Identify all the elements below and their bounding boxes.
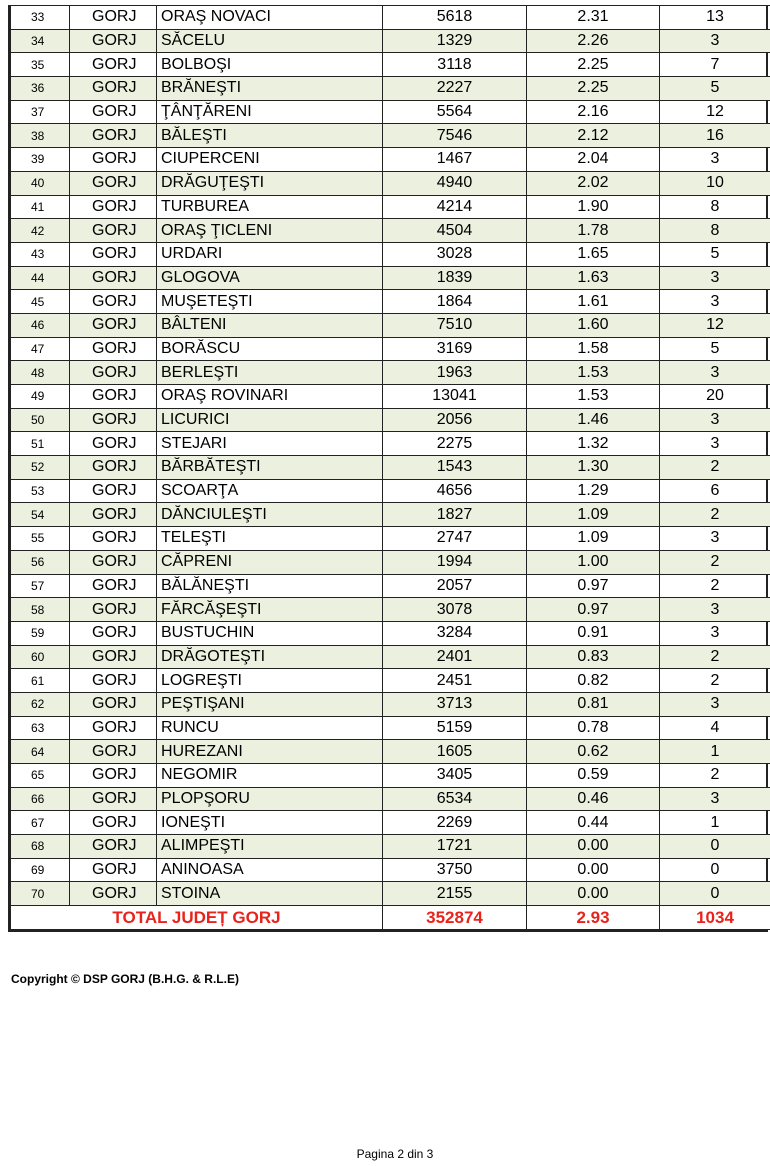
row-rate: 0.44 bbox=[527, 811, 660, 835]
row-rate: 2.04 bbox=[527, 148, 660, 172]
row-county: GORJ bbox=[70, 882, 157, 906]
row-population: 2451 bbox=[383, 669, 527, 693]
row-index: 64 bbox=[11, 740, 70, 764]
row-county: GORJ bbox=[70, 598, 157, 622]
row-index: 60 bbox=[11, 645, 70, 669]
row-population: 2057 bbox=[383, 574, 527, 598]
row-county: GORJ bbox=[70, 53, 157, 77]
row-locality: ORAŞ ŢICLENI bbox=[157, 219, 383, 243]
row-population: 7510 bbox=[383, 313, 527, 337]
row-population: 5159 bbox=[383, 716, 527, 740]
row-population: 2747 bbox=[383, 527, 527, 551]
row-population: 3028 bbox=[383, 242, 527, 266]
table-row bbox=[11, 195, 770, 219]
row-rate: 1.00 bbox=[527, 550, 660, 574]
row-index: 33 bbox=[11, 6, 70, 30]
row-rate: 0.91 bbox=[527, 621, 660, 645]
row-index: 37 bbox=[11, 100, 70, 124]
table-row bbox=[11, 77, 770, 101]
row-county: GORJ bbox=[70, 479, 157, 503]
row-locality: ORAŞ NOVACI bbox=[157, 6, 383, 30]
row-locality: IONEŞTI bbox=[157, 811, 383, 835]
table-row bbox=[11, 858, 770, 882]
row-locality: SĂCELU bbox=[157, 29, 383, 53]
row-cases: 3 bbox=[660, 29, 770, 53]
row-locality: STEJARI bbox=[157, 432, 383, 456]
row-locality: STOINA bbox=[157, 882, 383, 906]
row-population: 1994 bbox=[383, 550, 527, 574]
row-index: 59 bbox=[11, 621, 70, 645]
row-population: 1864 bbox=[383, 290, 527, 314]
data-table-container bbox=[8, 5, 768, 932]
table-row bbox=[11, 171, 770, 195]
row-population: 7546 bbox=[383, 124, 527, 148]
row-locality: NEGOMIR bbox=[157, 764, 383, 788]
row-county: GORJ bbox=[70, 124, 157, 148]
row-county: GORJ bbox=[70, 361, 157, 385]
row-population: 3713 bbox=[383, 692, 527, 716]
row-index: 38 bbox=[11, 124, 70, 148]
row-population: 2269 bbox=[383, 811, 527, 835]
table-row bbox=[11, 6, 770, 30]
row-rate: 0.78 bbox=[527, 716, 660, 740]
row-cases: 3 bbox=[660, 621, 770, 645]
row-index: 43 bbox=[11, 242, 70, 266]
row-locality: MUŞETEŞTI bbox=[157, 290, 383, 314]
row-county: GORJ bbox=[70, 527, 157, 551]
table-row bbox=[11, 527, 770, 551]
row-index: 57 bbox=[11, 574, 70, 598]
row-locality: ALIMPEŞTI bbox=[157, 835, 383, 859]
row-cases: 0 bbox=[660, 835, 770, 859]
row-population: 1605 bbox=[383, 740, 527, 764]
row-rate: 1.63 bbox=[527, 266, 660, 290]
row-rate: 2.31 bbox=[527, 6, 660, 30]
table-row bbox=[11, 290, 770, 314]
table-row bbox=[11, 716, 770, 740]
table-row bbox=[11, 219, 770, 243]
row-rate: 1.58 bbox=[527, 337, 660, 361]
row-index: 48 bbox=[11, 361, 70, 385]
row-index: 52 bbox=[11, 456, 70, 480]
row-index: 47 bbox=[11, 337, 70, 361]
row-population: 1329 bbox=[383, 29, 527, 53]
row-locality: LOGREŞTI bbox=[157, 669, 383, 693]
row-rate: 1.65 bbox=[527, 242, 660, 266]
row-county: GORJ bbox=[70, 432, 157, 456]
table-row bbox=[11, 740, 770, 764]
row-population: 4940 bbox=[383, 171, 527, 195]
row-index: 53 bbox=[11, 479, 70, 503]
row-index: 41 bbox=[11, 195, 70, 219]
row-locality: BĂLĂNEŞTI bbox=[157, 574, 383, 598]
row-population: 2275 bbox=[383, 432, 527, 456]
table-row bbox=[11, 882, 770, 906]
row-locality: ŢÂNŢĂRENI bbox=[157, 100, 383, 124]
row-county: GORJ bbox=[70, 740, 157, 764]
row-population: 3750 bbox=[383, 858, 527, 882]
total-rate: 2.93 bbox=[527, 906, 660, 930]
row-population: 1963 bbox=[383, 361, 527, 385]
row-cases: 2 bbox=[660, 669, 770, 693]
row-index: 50 bbox=[11, 408, 70, 432]
row-cases: 5 bbox=[660, 77, 770, 101]
table-row bbox=[11, 479, 770, 503]
total-population: 352874 bbox=[383, 906, 527, 930]
row-county: GORJ bbox=[70, 266, 157, 290]
row-cases: 1 bbox=[660, 740, 770, 764]
row-rate: 0.00 bbox=[527, 858, 660, 882]
row-locality: SCOARŢA bbox=[157, 479, 383, 503]
row-locality: PEŞTIŞANI bbox=[157, 692, 383, 716]
row-index: 45 bbox=[11, 290, 70, 314]
table-row bbox=[11, 669, 770, 693]
row-index: 46 bbox=[11, 313, 70, 337]
table-row bbox=[11, 53, 770, 77]
row-county: GORJ bbox=[70, 337, 157, 361]
table-row bbox=[11, 503, 770, 527]
row-index: 39 bbox=[11, 148, 70, 172]
row-rate: 2.25 bbox=[527, 77, 660, 101]
row-county: GORJ bbox=[70, 219, 157, 243]
row-population: 3118 bbox=[383, 53, 527, 77]
row-cases: 3 bbox=[660, 598, 770, 622]
row-rate: 1.61 bbox=[527, 290, 660, 314]
row-population: 3169 bbox=[383, 337, 527, 361]
table-row bbox=[11, 313, 770, 337]
table-row bbox=[11, 645, 770, 669]
table-row bbox=[11, 574, 770, 598]
table-row bbox=[11, 432, 770, 456]
row-county: GORJ bbox=[70, 503, 157, 527]
row-cases: 3 bbox=[660, 148, 770, 172]
row-locality: PLOPŞORU bbox=[157, 787, 383, 811]
row-cases: 5 bbox=[660, 337, 770, 361]
row-cases: 5 bbox=[660, 242, 770, 266]
row-cases: 8 bbox=[660, 195, 770, 219]
table-row bbox=[11, 124, 770, 148]
row-locality: URDARI bbox=[157, 242, 383, 266]
row-rate: 0.81 bbox=[527, 692, 660, 716]
row-cases: 2 bbox=[660, 574, 770, 598]
row-cases: 1 bbox=[660, 811, 770, 835]
row-locality: BORĂSCU bbox=[157, 337, 383, 361]
row-index: 40 bbox=[11, 171, 70, 195]
row-cases: 3 bbox=[660, 527, 770, 551]
row-index: 51 bbox=[11, 432, 70, 456]
row-locality: RUNCU bbox=[157, 716, 383, 740]
row-cases: 2 bbox=[660, 456, 770, 480]
row-cases: 16 bbox=[660, 124, 770, 148]
row-index: 44 bbox=[11, 266, 70, 290]
row-population: 1827 bbox=[383, 503, 527, 527]
row-rate: 0.62 bbox=[527, 740, 660, 764]
table-row bbox=[11, 100, 770, 124]
row-population: 5564 bbox=[383, 100, 527, 124]
row-rate: 1.30 bbox=[527, 456, 660, 480]
row-rate: 0.97 bbox=[527, 598, 660, 622]
row-population: 3405 bbox=[383, 764, 527, 788]
row-rate: 1.32 bbox=[527, 432, 660, 456]
table-row bbox=[11, 787, 770, 811]
row-locality: TURBUREA bbox=[157, 195, 383, 219]
row-cases: 3 bbox=[660, 408, 770, 432]
table-row bbox=[11, 337, 770, 361]
row-population: 2056 bbox=[383, 408, 527, 432]
row-index: 69 bbox=[11, 858, 70, 882]
row-index: 63 bbox=[11, 716, 70, 740]
row-cases: 13 bbox=[660, 6, 770, 30]
table-row bbox=[11, 764, 770, 788]
row-population: 5618 bbox=[383, 6, 527, 30]
row-locality: ANINOASA bbox=[157, 858, 383, 882]
row-county: GORJ bbox=[70, 858, 157, 882]
row-cases: 4 bbox=[660, 716, 770, 740]
row-index: 34 bbox=[11, 29, 70, 53]
row-cases: 3 bbox=[660, 692, 770, 716]
row-cases: 0 bbox=[660, 858, 770, 882]
table-row bbox=[11, 811, 770, 835]
row-cases: 12 bbox=[660, 100, 770, 124]
row-rate: 2.02 bbox=[527, 171, 660, 195]
row-county: GORJ bbox=[70, 645, 157, 669]
row-county: GORJ bbox=[70, 29, 157, 53]
row-locality: DRĂGOTEŞTI bbox=[157, 645, 383, 669]
row-locality: ORAŞ ROVINARI bbox=[157, 385, 383, 409]
table-row bbox=[11, 692, 770, 716]
table-row bbox=[11, 456, 770, 480]
row-population: 1467 bbox=[383, 148, 527, 172]
row-cases: 6 bbox=[660, 479, 770, 503]
row-locality: CIUPERCENI bbox=[157, 148, 383, 172]
row-population: 2155 bbox=[383, 882, 527, 906]
row-cases: 8 bbox=[660, 219, 770, 243]
row-county: GORJ bbox=[70, 669, 157, 693]
row-index: 35 bbox=[11, 53, 70, 77]
row-county: GORJ bbox=[70, 313, 157, 337]
row-county: GORJ bbox=[70, 811, 157, 835]
table-row bbox=[11, 598, 770, 622]
row-cases: 3 bbox=[660, 787, 770, 811]
row-population: 1543 bbox=[383, 456, 527, 480]
row-county: GORJ bbox=[70, 716, 157, 740]
row-locality: BĂLEŞTI bbox=[157, 124, 383, 148]
row-population: 3078 bbox=[383, 598, 527, 622]
data-table bbox=[10, 5, 770, 930]
total-cases: 1034 bbox=[660, 906, 770, 930]
row-county: GORJ bbox=[70, 787, 157, 811]
row-locality: BÂLTENI bbox=[157, 313, 383, 337]
row-rate: 1.90 bbox=[527, 195, 660, 219]
row-locality: FĂRCĂŞEŞTI bbox=[157, 598, 383, 622]
table-body bbox=[11, 6, 770, 930]
row-county: GORJ bbox=[70, 574, 157, 598]
row-locality: BOLBOŞI bbox=[157, 53, 383, 77]
row-rate: 0.00 bbox=[527, 835, 660, 859]
row-index: 56 bbox=[11, 550, 70, 574]
row-rate: 0.00 bbox=[527, 882, 660, 906]
row-locality: CĂPRENI bbox=[157, 550, 383, 574]
row-index: 65 bbox=[11, 764, 70, 788]
row-cases: 20 bbox=[660, 385, 770, 409]
row-population: 4214 bbox=[383, 195, 527, 219]
row-rate: 1.78 bbox=[527, 219, 660, 243]
row-locality: DRĂGUŢEŞTI bbox=[157, 171, 383, 195]
table-row bbox=[11, 550, 770, 574]
row-locality: HUREZANI bbox=[157, 740, 383, 764]
row-rate: 2.16 bbox=[527, 100, 660, 124]
row-county: GORJ bbox=[70, 195, 157, 219]
row-index: 36 bbox=[11, 77, 70, 101]
table-row bbox=[11, 29, 770, 53]
table-row bbox=[11, 266, 770, 290]
row-index: 61 bbox=[11, 669, 70, 693]
row-cases: 2 bbox=[660, 764, 770, 788]
row-rate: 1.09 bbox=[527, 503, 660, 527]
row-locality: LICURICI bbox=[157, 408, 383, 432]
row-index: 67 bbox=[11, 811, 70, 835]
row-population: 13041 bbox=[383, 385, 527, 409]
row-rate: 2.25 bbox=[527, 53, 660, 77]
row-locality: DĂNCIULEŞTI bbox=[157, 503, 383, 527]
row-rate: 1.09 bbox=[527, 527, 660, 551]
row-county: GORJ bbox=[70, 77, 157, 101]
row-rate: 1.46 bbox=[527, 408, 660, 432]
row-index: 49 bbox=[11, 385, 70, 409]
row-rate: 0.82 bbox=[527, 669, 660, 693]
page-number: Pagina 2 din 3 bbox=[356, 1147, 434, 1161]
table-row bbox=[11, 835, 770, 859]
row-population: 2401 bbox=[383, 645, 527, 669]
row-rate: 0.83 bbox=[527, 645, 660, 669]
row-population: 4656 bbox=[383, 479, 527, 503]
row-cases: 7 bbox=[660, 53, 770, 77]
row-index: 68 bbox=[11, 835, 70, 859]
row-county: GORJ bbox=[70, 764, 157, 788]
row-cases: 0 bbox=[660, 882, 770, 906]
row-county: GORJ bbox=[70, 408, 157, 432]
row-rate: 2.26 bbox=[527, 29, 660, 53]
table-row bbox=[11, 621, 770, 645]
row-locality: BRĂNEŞTI bbox=[157, 77, 383, 101]
row-population: 3284 bbox=[383, 621, 527, 645]
row-rate: 1.60 bbox=[527, 313, 660, 337]
row-locality: BUSTUCHIN bbox=[157, 621, 383, 645]
row-rate: 0.46 bbox=[527, 787, 660, 811]
copyright-text: Copyright © DSP GORJ (B.H.G. & R.L.E) bbox=[11, 972, 239, 986]
row-rate: 1.29 bbox=[527, 479, 660, 503]
row-county: GORJ bbox=[70, 100, 157, 124]
row-cases: 12 bbox=[660, 313, 770, 337]
row-county: GORJ bbox=[70, 171, 157, 195]
row-cases: 2 bbox=[660, 645, 770, 669]
row-rate: 1.53 bbox=[527, 385, 660, 409]
row-index: 54 bbox=[11, 503, 70, 527]
row-rate: 1.53 bbox=[527, 361, 660, 385]
row-population: 1839 bbox=[383, 266, 527, 290]
row-cases: 10 bbox=[660, 171, 770, 195]
row-population: 4504 bbox=[383, 219, 527, 243]
row-locality: BĂRBĂTEŞTI bbox=[157, 456, 383, 480]
row-cases: 2 bbox=[660, 550, 770, 574]
row-index: 42 bbox=[11, 219, 70, 243]
row-county: GORJ bbox=[70, 148, 157, 172]
row-index: 62 bbox=[11, 692, 70, 716]
row-locality: TELEŞTI bbox=[157, 527, 383, 551]
row-population: 2227 bbox=[383, 77, 527, 101]
row-population: 1721 bbox=[383, 835, 527, 859]
row-county: GORJ bbox=[70, 242, 157, 266]
row-county: GORJ bbox=[70, 6, 157, 30]
table-row bbox=[11, 148, 770, 172]
row-index: 55 bbox=[11, 527, 70, 551]
row-index: 58 bbox=[11, 598, 70, 622]
table-row bbox=[11, 242, 770, 266]
row-county: GORJ bbox=[70, 621, 157, 645]
row-county: GORJ bbox=[70, 550, 157, 574]
row-cases: 3 bbox=[660, 361, 770, 385]
row-cases: 3 bbox=[660, 432, 770, 456]
row-index: 70 bbox=[11, 882, 70, 906]
row-cases: 3 bbox=[660, 290, 770, 314]
row-county: GORJ bbox=[70, 385, 157, 409]
row-county: GORJ bbox=[70, 692, 157, 716]
total-label: TOTAL JUDEȚ GORJ bbox=[11, 906, 383, 930]
row-rate: 2.12 bbox=[527, 124, 660, 148]
row-locality: GLOGOVA bbox=[157, 266, 383, 290]
row-county: GORJ bbox=[70, 290, 157, 314]
table-row bbox=[11, 385, 770, 409]
row-index: 66 bbox=[11, 787, 70, 811]
table-row bbox=[11, 408, 770, 432]
table-row bbox=[11, 361, 770, 385]
row-population: 6534 bbox=[383, 787, 527, 811]
row-rate: 0.97 bbox=[527, 574, 660, 598]
row-county: GORJ bbox=[70, 835, 157, 859]
row-cases: 3 bbox=[660, 266, 770, 290]
total-row bbox=[11, 906, 770, 930]
row-cases: 2 bbox=[660, 503, 770, 527]
row-rate: 0.59 bbox=[527, 764, 660, 788]
row-locality: BERLEŞTI bbox=[157, 361, 383, 385]
row-county: GORJ bbox=[70, 456, 157, 480]
